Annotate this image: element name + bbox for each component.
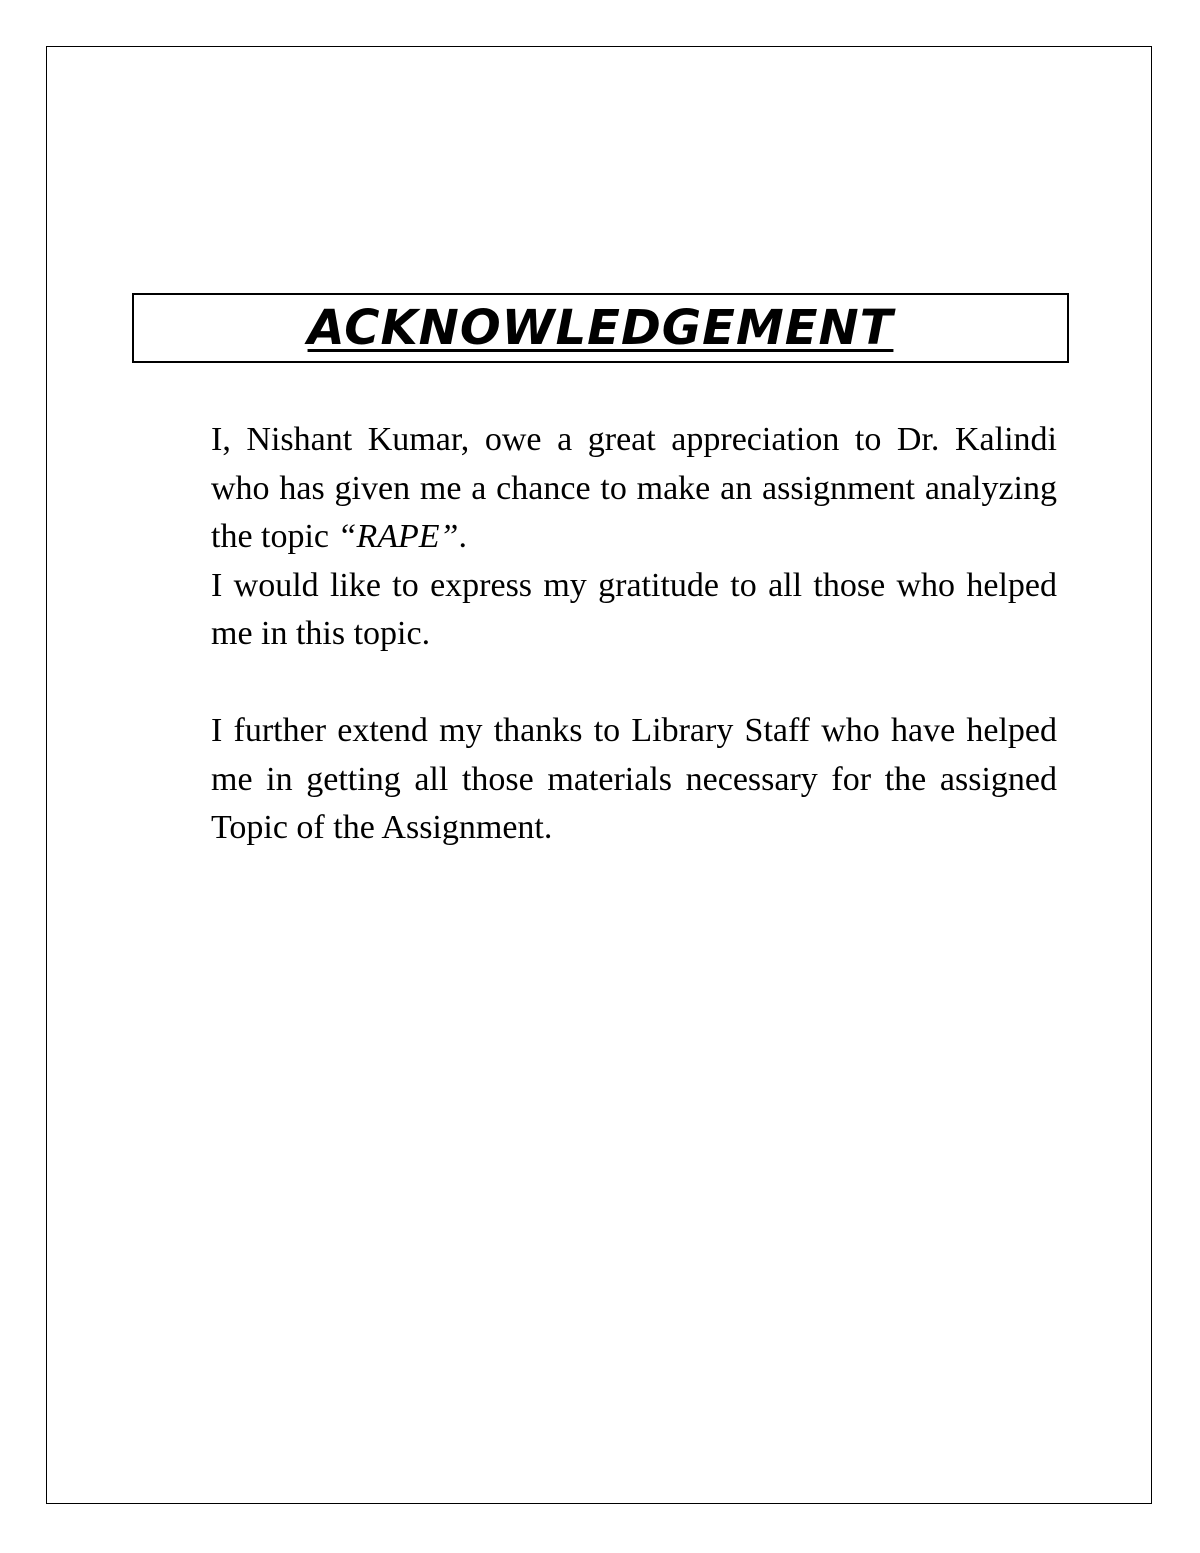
paragraph-intro-end: . bbox=[458, 518, 467, 555]
paragraph-spacer bbox=[211, 659, 1057, 708]
topic-emphasis: “RAPE” bbox=[337, 518, 459, 555]
page-title: ACKNOWLEDGEMENT bbox=[307, 300, 894, 356]
paragraph-thanks: I further extend my thanks to Library Staff who have helped me in getting all those materials necessary for the assigned Topic of the Assignment. bbox=[211, 712, 1057, 846]
paragraph-intro bbox=[211, 416, 1057, 562]
document-body bbox=[211, 416, 1057, 853]
paragraph-intro-text: I, Nishant Kumar, owe a great appreciation to Dr. Kalindi who has given me a chance to make an assignment analyzing the topic bbox=[211, 421, 1057, 555]
paragraph-gratitude: I would like to express my gratitude to all those who helped me in this topic. bbox=[211, 566, 1057, 652]
title-box bbox=[132, 293, 1069, 363]
